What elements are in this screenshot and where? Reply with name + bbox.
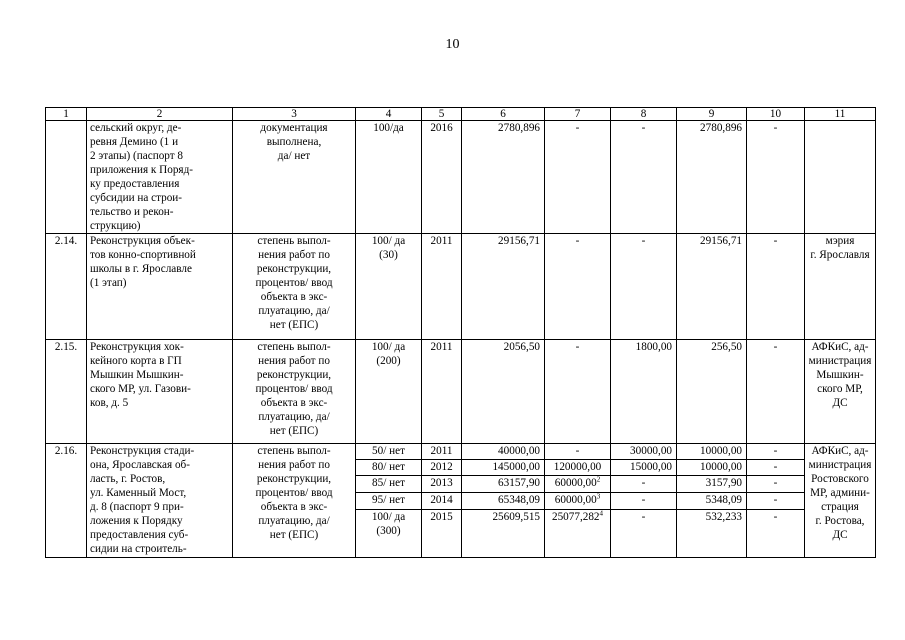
amount-col8: 30000,00 — [611, 444, 677, 460]
indicator-value: 50/ нет — [356, 444, 422, 460]
indicator-value: 100/ да (30) — [356, 234, 422, 340]
page-number: 10 — [445, 37, 460, 52]
amount-col9: 2780,896 — [677, 121, 747, 234]
amount-col9: 29156,71 — [677, 234, 747, 340]
amount-col8: 15000,00 — [611, 460, 677, 476]
total-amount: 2780,896 — [462, 121, 545, 234]
year: 2011 — [422, 444, 462, 460]
header-cell: 8 — [611, 108, 677, 121]
indicator: степень выпол- нения работ по реконструкции, процентов/ ввод объекта в экс- плуатацию, да/ нет (ЕПС) — [233, 340, 356, 444]
amount-col8: 1800,00 — [611, 340, 677, 444]
amount-col9: 3157,90 — [677, 476, 747, 493]
indicator-value: 85/ нет — [356, 476, 422, 493]
indicator: степень выпол- нения работ по реконструкции, процентов/ ввод объекта в экс- плуатацию, да/ нет (ЕПС) — [233, 444, 356, 558]
footnote-mark: 4 — [599, 509, 604, 518]
year: 2015 — [422, 510, 462, 558]
year: 2016 — [422, 121, 462, 234]
table-row — [46, 444, 876, 460]
responsible: мэрия г. Ярославля — [805, 234, 876, 340]
year: 2011 — [422, 340, 462, 444]
data-table — [45, 107, 876, 558]
row-number — [46, 121, 87, 234]
amount-col8: - — [611, 510, 677, 558]
amount-col7 — [545, 460, 611, 476]
year: 2013 — [422, 476, 462, 493]
amount-col9: 532,233 — [677, 510, 747, 558]
responsible: АФКиС, ад- министрация Мышкин- ского МР, ДС — [805, 340, 876, 444]
indicator-value: 80/ нет — [356, 460, 422, 476]
amount-col7: - — [545, 340, 611, 444]
row-number: 2.16. — [46, 444, 87, 558]
amount-col10: - — [747, 234, 805, 340]
amount-col7-value: - — [575, 445, 580, 457]
amount-col9: 256,50 — [677, 340, 747, 444]
amount-col8: - — [611, 234, 677, 340]
amount-col7 — [545, 510, 611, 558]
amount-col9: 10000,00 — [677, 444, 747, 460]
amount-col9: 10000,00 — [677, 460, 747, 476]
responsible: АФКиС, ад- министрация Ростовского МР, админи- страция г. Ростова, ДС — [805, 444, 876, 558]
indicator-value: 100/да — [356, 121, 422, 234]
amount-col7 — [545, 493, 611, 510]
row-number: 2.14. — [46, 234, 87, 340]
object-name: сельский округ, де- ревня Демино (1 и 2 этапы) (паспорт 8 приложения к Поряд- ку предоставления субсидии на строи- тельство и рекон- струкцию) — [87, 121, 233, 234]
amount-col7-value: 60000,00 — [554, 477, 597, 489]
footnote-mark: 2 — [596, 475, 601, 484]
header-cell: 4 — [356, 108, 422, 121]
total-amount: 63157,90 — [462, 476, 545, 493]
amount-col10: - — [747, 460, 805, 476]
year: 2012 — [422, 460, 462, 476]
amount-col10: - — [747, 493, 805, 510]
indicator: документация выполнена, да/ нет — [233, 121, 356, 234]
amount-col7 — [545, 476, 611, 493]
total-amount: 29156,71 — [462, 234, 545, 340]
header-cell: 1 — [46, 108, 87, 121]
amount-col10: - — [747, 340, 805, 444]
indicator-value: 100/ да (200) — [356, 340, 422, 444]
responsible — [805, 121, 876, 234]
table-header-row — [46, 108, 876, 121]
indicator-value: 100/ да (300) — [356, 510, 422, 558]
year: 2014 — [422, 493, 462, 510]
total-amount: 2056,50 — [462, 340, 545, 444]
header-cell: 3 — [233, 108, 356, 121]
amount-col8: - — [611, 121, 677, 234]
table-row — [46, 121, 876, 234]
header-cell: 7 — [545, 108, 611, 121]
total-amount: 145000,00 — [462, 460, 545, 476]
amount-col10: - — [747, 121, 805, 234]
amount-col9: 5348,09 — [677, 493, 747, 510]
amount-col10: - — [747, 510, 805, 558]
amount-col8: - — [611, 493, 677, 510]
table-row — [46, 340, 876, 444]
amount-col7-value: 60000,00 — [554, 494, 597, 506]
indicator: степень выпол- нения работ по реконструкции, процентов/ ввод объекта в экс- плуатацию, да/ нет (ЕПС) — [233, 234, 356, 340]
header-cell: 6 — [462, 108, 545, 121]
total-amount: 65348,09 — [462, 493, 545, 510]
header-cell: 10 — [747, 108, 805, 121]
amount-col7: - — [545, 234, 611, 340]
footnote-mark: 3 — [596, 492, 601, 501]
header-cell: 2 — [87, 108, 233, 121]
row-number: 2.15. — [46, 340, 87, 444]
amount-col10: - — [747, 444, 805, 460]
amount-col7 — [545, 444, 611, 460]
header-cell: 5 — [422, 108, 462, 121]
object-name: Реконструкция объек- тов конно-спортивной школы в г. Ярославле (1 этап) — [87, 234, 233, 340]
amount-col10: - — [747, 476, 805, 493]
total-amount: 25609,515 — [462, 510, 545, 558]
object-name: Реконструкция стади- она, Ярославская об- ласть, г. Ростов, ул. Каменный Мост, д. 8 (паспорт 9 при- ложения к Порядку предоставления суб- сидии на строитель- — [87, 444, 233, 558]
amount-col7-value: 120000,00 — [553, 461, 602, 473]
table-row — [46, 234, 876, 340]
object-name: Реконструкция хок- кейного корта в ГП Мышкин Мышкин- ского МР, ул. Газови- ков, д. 5 — [87, 340, 233, 444]
indicator-value: 95/ нет — [356, 493, 422, 510]
amount-col7: - — [545, 121, 611, 234]
amount-col8: - — [611, 476, 677, 493]
amount-col7-value: 25077,282 — [551, 511, 600, 523]
year: 2011 — [422, 234, 462, 340]
header-cell: 11 — [805, 108, 876, 121]
header-cell: 9 — [677, 108, 747, 121]
total-amount: 40000,00 — [462, 444, 545, 460]
